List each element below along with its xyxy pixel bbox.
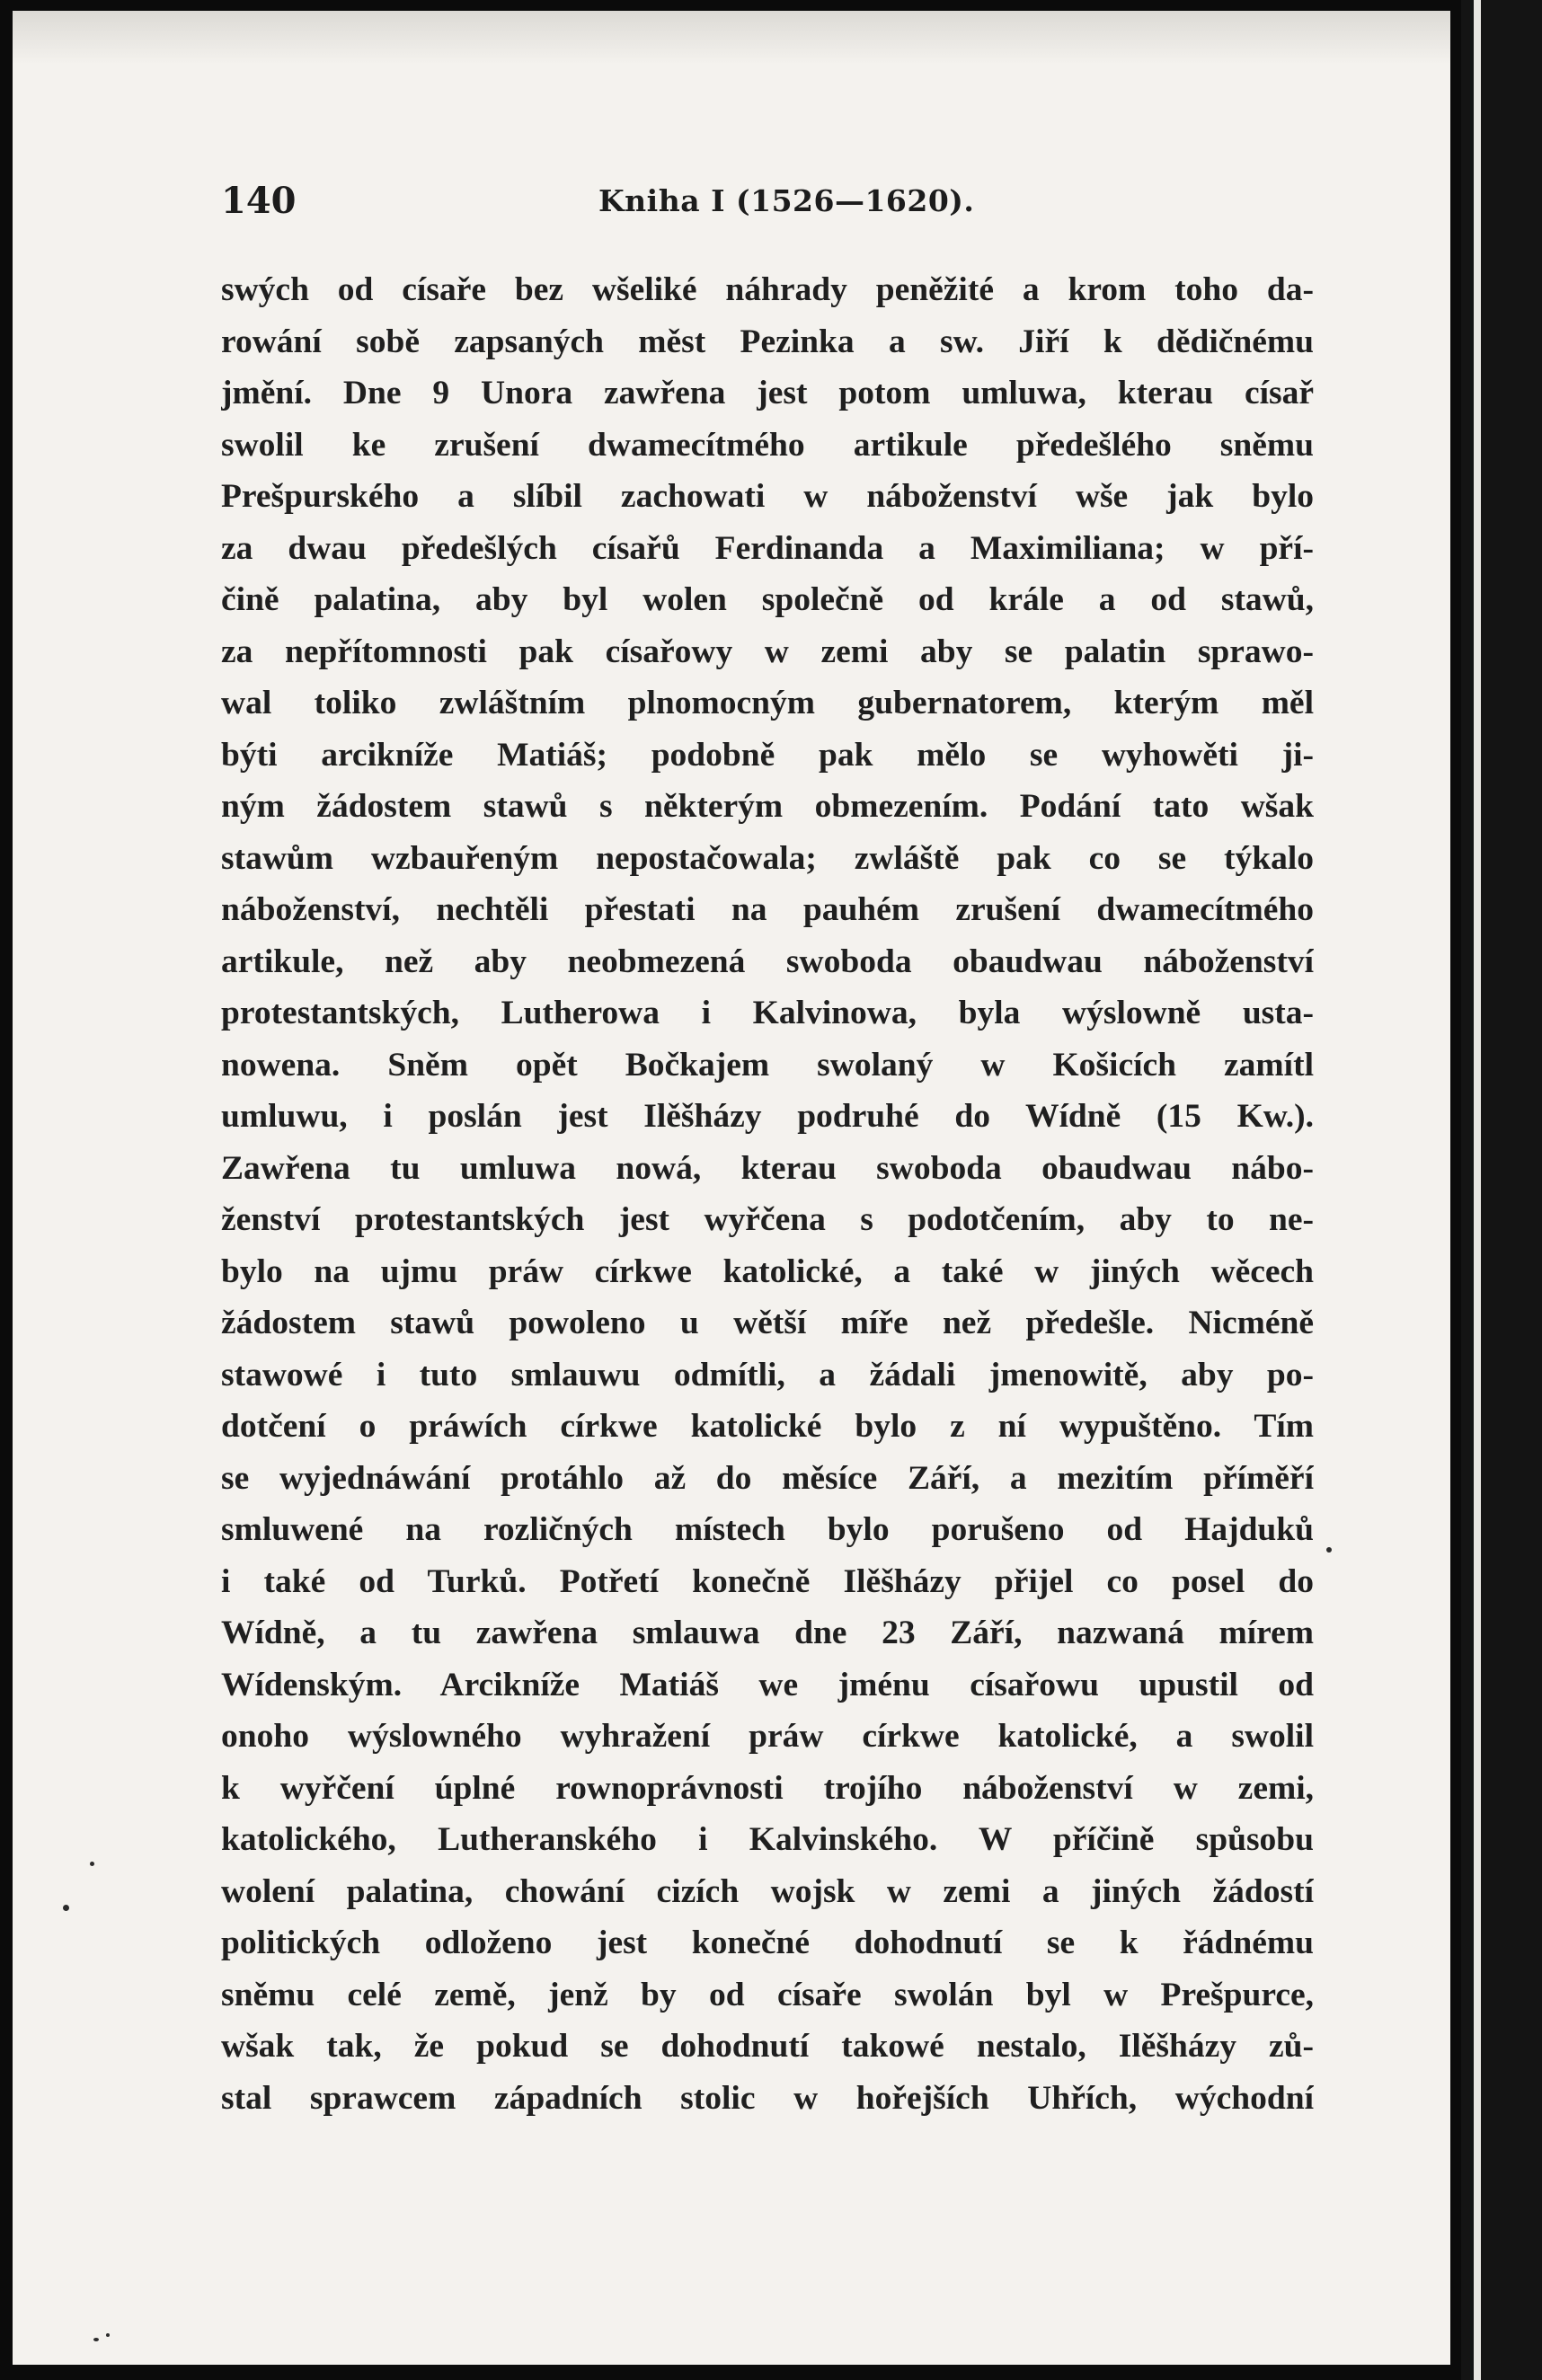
- text-line: sněmu celé země, jenž by od císaře swolán byl w Prešpurce,: [221, 1976, 1314, 2013]
- page-number: 140: [221, 180, 297, 222]
- text-line: katolického, Lutheranského i Kalvinského. W příčině spůsobu: [221, 1821, 1314, 1858]
- text-line: swolil ke zrušení dwamecítmého artikule předešlého sněmu: [221, 426, 1314, 464]
- text-line: artikule, než aby neobmezená swoboda obaudwau náboženství: [221, 942, 1314, 980]
- text-line: Prešpurského a slíbil zachowati w náboženství wše jak bylo: [221, 478, 1314, 515]
- text-line: smluwené na rozličných místech bylo porušeno od Hajduků: [221, 1511, 1314, 1548]
- ink-speck: [106, 2333, 110, 2337]
- text-line: swých od císaře bez wšeliké náhrady peněžité a krom toho da-: [221, 271, 1314, 308]
- text-line: stawowé i tuto smlauwu odmítli, a žádali jmenowitě, aby po-: [221, 1356, 1314, 1393]
- text-line: protestantských, Lutherowa i Kalvinowa, byla wýslowně usta-: [221, 995, 1314, 1031]
- text-line: onoho wýslowného wyhražení práw církwe katolické, a swolil: [221, 1718, 1314, 1755]
- adjacent-page-edge: [1474, 0, 1481, 2380]
- text-line: dotčení o práwích církwe katolické bylo z ní wypuštěno. Tím: [221, 1408, 1314, 1445]
- text-line: Wídně, a tu zawřena smlauwa dne 23 Září, nazwaná mírem: [221, 1615, 1314, 1651]
- text-line: politických odloženo jest konečné dohodnutí se k řádnému: [221, 1924, 1314, 1961]
- text-line: wal toliko zwláštním plnomocným gubernatorem, kterým měl: [221, 685, 1314, 721]
- text-line: čině palatina, aby byl wolen společně od krále a od stawů,: [221, 581, 1314, 618]
- text-line: nowena. Sněm opět Bočkajem swolaný w Košicích zamítl: [221, 1046, 1314, 1084]
- text-line: Zawřena tu umluwa nowá, kterau swoboda obaudwau nábo-: [221, 1149, 1314, 1187]
- ink-speck: [90, 1862, 94, 1866]
- text-line: býti arcikníže Matiáš; podobně pak mělo se wyhowěti ji-: [221, 736, 1314, 774]
- text-line: Wídenským. Arcikníže Matiáš we jménu císařowu upustil od: [221, 1666, 1314, 1703]
- running-head: Kniha I (1526—1620).: [598, 183, 975, 218]
- book-page: [13, 11, 1450, 2365]
- body-text: [221, 264, 1314, 2124]
- text-line: se wyjednáwání protáhlo až do měsíce Září, a mezitím příměří: [221, 1459, 1314, 1497]
- text-line: rowání sobě zapsaných měst Pezinka a sw. Jiří k dědičnému: [221, 323, 1314, 360]
- text-line: za dwau předešlých císařů Ferdinanda a Maximiliana; w pří-: [221, 529, 1314, 567]
- text-line: náboženství, nechtěli přestati na pauhém zrušení dwamecítmého: [221, 891, 1314, 928]
- text-line: za nepřítomnosti pak císařowy w zemi aby se palatin sprawo-: [221, 633, 1314, 670]
- text-line: wšak tak, že pokud se dohodnutí takowé nestalo, Ilěšházy zů-: [221, 2028, 1314, 2065]
- text-line: wolení palatina, chowání cizích wojsk w zemi a jiných žádostí: [221, 1872, 1314, 1910]
- text-line: stawům wzbauřeným nepostačowala; zwláště pak co se týkalo: [221, 839, 1314, 877]
- text-line: umluwu, i poslán jest Ilěšházy podruhé do Wídně (15 Kw.).: [221, 1098, 1314, 1135]
- text-line: bylo na ujmu práw církwe katolické, a také w jiných wěcech: [221, 1252, 1314, 1290]
- text-line: ným žádostem stawů s některým obmezením. Podání tato wšak: [221, 788, 1314, 825]
- ink-speck: [1326, 1547, 1332, 1553]
- text-line: jmění. Dne 9 Unora zawřena jest potom umluwa, kterau císař: [221, 375, 1314, 411]
- ink-speck: [93, 2338, 99, 2341]
- ink-speck: [63, 1905, 69, 1911]
- text-line: ženství protestantských jest wyřčena s podotčením, aby to ne-: [221, 1201, 1314, 1238]
- text-line: stal sprawcem západních stolic w hořejších Uhřích, wýchodní: [221, 2079, 1314, 2117]
- text-line: i také od Turků. Potřetí konečně Ilěšházy přijel co posel do: [221, 1562, 1314, 1600]
- page-header: [214, 180, 1326, 234]
- text-line: žádostem stawů powoleno u wětší míře než předešle. Nicméně: [221, 1305, 1314, 1341]
- text-line: k wyřčení úplné rownoprávnosti trojího náboženství w zemi,: [221, 1769, 1314, 1807]
